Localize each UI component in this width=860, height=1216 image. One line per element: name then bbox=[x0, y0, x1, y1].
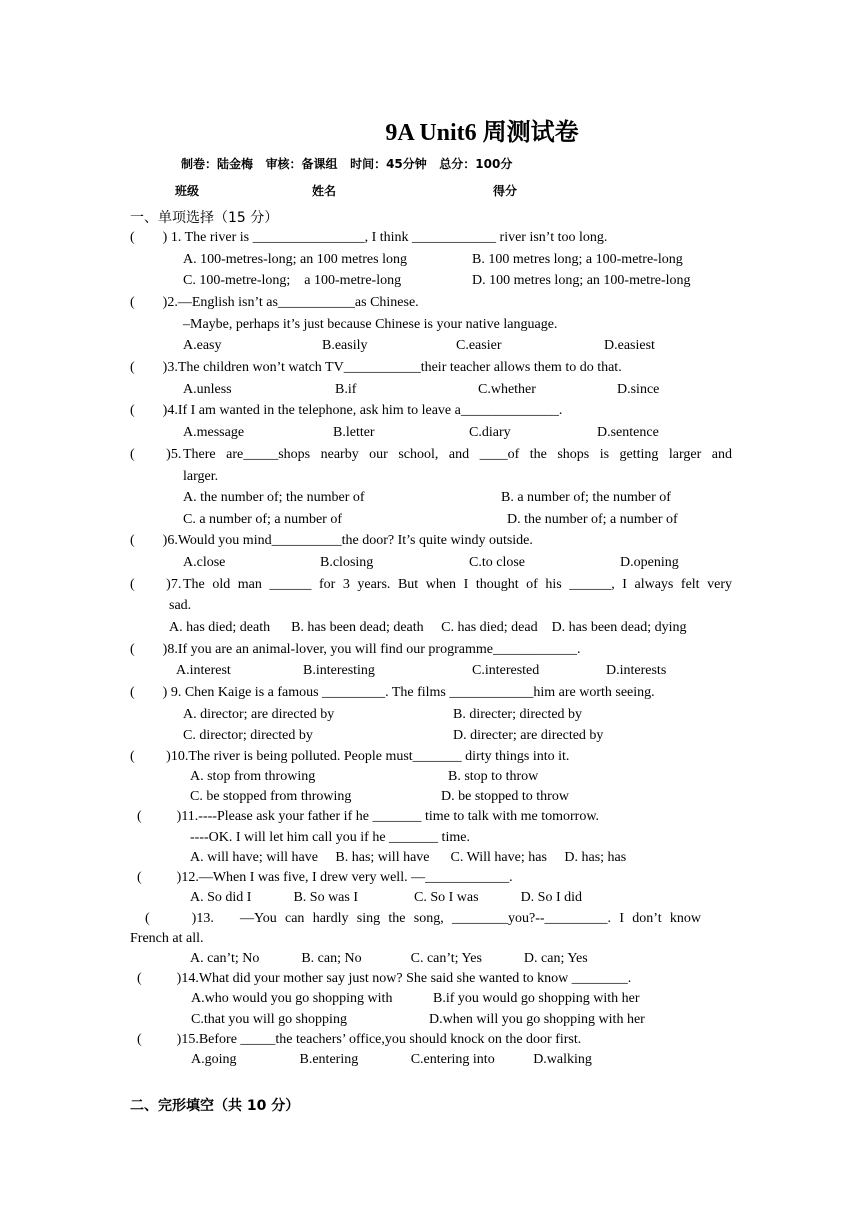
option-9b: B. directer; directed by bbox=[453, 707, 583, 722]
option-8a: A.interest bbox=[176, 663, 231, 678]
option-3d: D.since bbox=[617, 382, 660, 397]
exam-meta: 制卷：陆金梅 审核：备课组 时间：45分钟 总分：100分 bbox=[181, 157, 513, 171]
option-10c: C. be stopped from throwing bbox=[190, 789, 352, 804]
question-13-continued: French at all. bbox=[130, 931, 204, 946]
option-3a: A.unless bbox=[183, 382, 232, 397]
option-4c: C.diary bbox=[469, 425, 511, 440]
question-1: ( ) 1. The river is ________________, I think ____________ river isn’t too long. bbox=[130, 230, 608, 245]
options-12: A. So did I B. So was I C. So I was D. So I did bbox=[190, 890, 583, 905]
question-15: ( )15.Before _____the teachers’ office,you should knock on the door first. bbox=[137, 1032, 582, 1047]
section-heading-multiple-choice: 一、单项选择（15 分） bbox=[130, 210, 279, 226]
option-5b: B. a number of; the number of bbox=[501, 490, 671, 505]
name-field-label: 姓名 bbox=[312, 184, 337, 198]
question-12: ( )12.—When I was five, I drew very well. —____________. bbox=[137, 870, 513, 885]
option-4a: A.message bbox=[183, 425, 245, 440]
question-4: ( )4.If I am wanted in the telephone, ask him to leave a______________. bbox=[130, 403, 563, 418]
option-2b: B.easily bbox=[322, 338, 368, 353]
option-8d: D.interests bbox=[606, 663, 667, 678]
question-2: ( )2.—English isn’t as___________as Chinese. bbox=[130, 295, 419, 310]
page-title: 9A Unit6 周测试卷 bbox=[385, 120, 579, 146]
option-3b: B.if bbox=[335, 382, 357, 397]
question-11-reply: ----OK. I will let him call you if he _______ time. bbox=[190, 830, 470, 845]
option-6a: A.close bbox=[183, 555, 226, 570]
question-2-reply: –Maybe, perhaps it’s just because Chinese is your native language. bbox=[183, 317, 558, 332]
option-6b: B.closing bbox=[320, 555, 374, 570]
option-1b: B. 100 metres long; a 100-metre-long bbox=[472, 252, 683, 267]
option-4b: B.letter bbox=[333, 425, 375, 440]
question-14: ( )14.What did your mother say just now? She said she wanted to know ________. bbox=[137, 971, 632, 986]
question-6: ( )6.Would you mind__________the door? It’s quite windy outside. bbox=[130, 533, 533, 548]
question-10: ( )10.The river is being polluted. People must_______ dirty things into it. bbox=[130, 749, 570, 764]
question-8: ( )8.If you are an animal-lover, you will find our programme____________. bbox=[130, 642, 581, 657]
question-7-continued: sad. bbox=[169, 598, 192, 613]
option-14d: D.when will you go shopping with her bbox=[429, 1012, 645, 1027]
option-14c: C.that you will go shopping bbox=[191, 1012, 347, 1027]
option-9a: A. director; are directed by bbox=[183, 707, 335, 722]
options-15: A.going B.entering C.entering into D.walking bbox=[191, 1052, 592, 1067]
class-field-label: 班级 bbox=[175, 184, 200, 198]
option-3c: C.whether bbox=[478, 382, 536, 397]
question-7-number: ( )7. bbox=[130, 577, 182, 592]
score-field-label: 得分 bbox=[493, 184, 518, 198]
option-1a: A. 100-metres-long; an 100 metres long bbox=[183, 252, 407, 267]
option-14b: B.if you would go shopping with her bbox=[433, 991, 640, 1006]
question-11: ( )11.----Please ask your father if he _______ time to talk with me tomorrow. bbox=[137, 809, 600, 824]
option-8b: B.interesting bbox=[303, 663, 375, 678]
question-13: —You can hardly sing the song, ________you?--_________. I don’t know bbox=[240, 911, 701, 926]
option-1d: D. 100 metres long; an 100-metre-long bbox=[472, 273, 691, 288]
option-1c: C. 100-metre-long; a 100-metre-long bbox=[183, 273, 402, 288]
question-5-number: ( )5. bbox=[130, 447, 182, 462]
option-5d: D. the number of; a number of bbox=[507, 512, 678, 527]
options-13: A. can’t; No B. can; No C. can’t; Yes D. can; Yes bbox=[190, 951, 588, 966]
option-9c: C. director; directed by bbox=[183, 728, 313, 743]
option-4d: D.sentence bbox=[597, 425, 659, 440]
option-10b: B. stop to throw bbox=[448, 769, 539, 784]
section-heading-cloze: 二、完形填空（共 10 分） bbox=[130, 1098, 300, 1114]
option-5a: A. the number of; the number of bbox=[183, 490, 365, 505]
question-7: The old man ______ for 3 years. But when I thought of his ______, I always felt very bbox=[183, 577, 732, 592]
option-2c: C.easier bbox=[456, 338, 502, 353]
option-6c: C.to close bbox=[469, 555, 525, 570]
option-10a: A. stop from throwing bbox=[190, 769, 316, 784]
question-5: There are_____shops nearby our school, and ____of the shops is getting larger and bbox=[183, 447, 732, 462]
question-5-continued: larger. bbox=[183, 469, 219, 484]
question-9: ( ) 9. Chen Kaige is a famous _________. The films ____________him are worth seeing. bbox=[130, 685, 655, 700]
option-2d: D.easiest bbox=[604, 338, 655, 353]
question-13-number: ( )13. bbox=[145, 911, 214, 926]
option-10d: D. be stopped to throw bbox=[441, 789, 569, 804]
question-3: ( )3.The children won’t watch TV___________their teacher allows them to do that. bbox=[130, 360, 622, 375]
option-5c: C. a number of; a number of bbox=[183, 512, 343, 527]
option-8c: C.interested bbox=[472, 663, 540, 678]
option-2a: A.easy bbox=[183, 338, 222, 353]
option-9d: D. directer; are directed by bbox=[453, 728, 604, 743]
options-7: A. has died; death B. has been dead; death C. has died; dead D. has been dead; dying bbox=[169, 620, 687, 635]
option-14a: A.who would you go shopping with bbox=[191, 991, 393, 1006]
option-6d: D.opening bbox=[620, 555, 679, 570]
options-11: A. will have; will have B. has; will have C. Will have; has D. has; has bbox=[190, 850, 627, 865]
